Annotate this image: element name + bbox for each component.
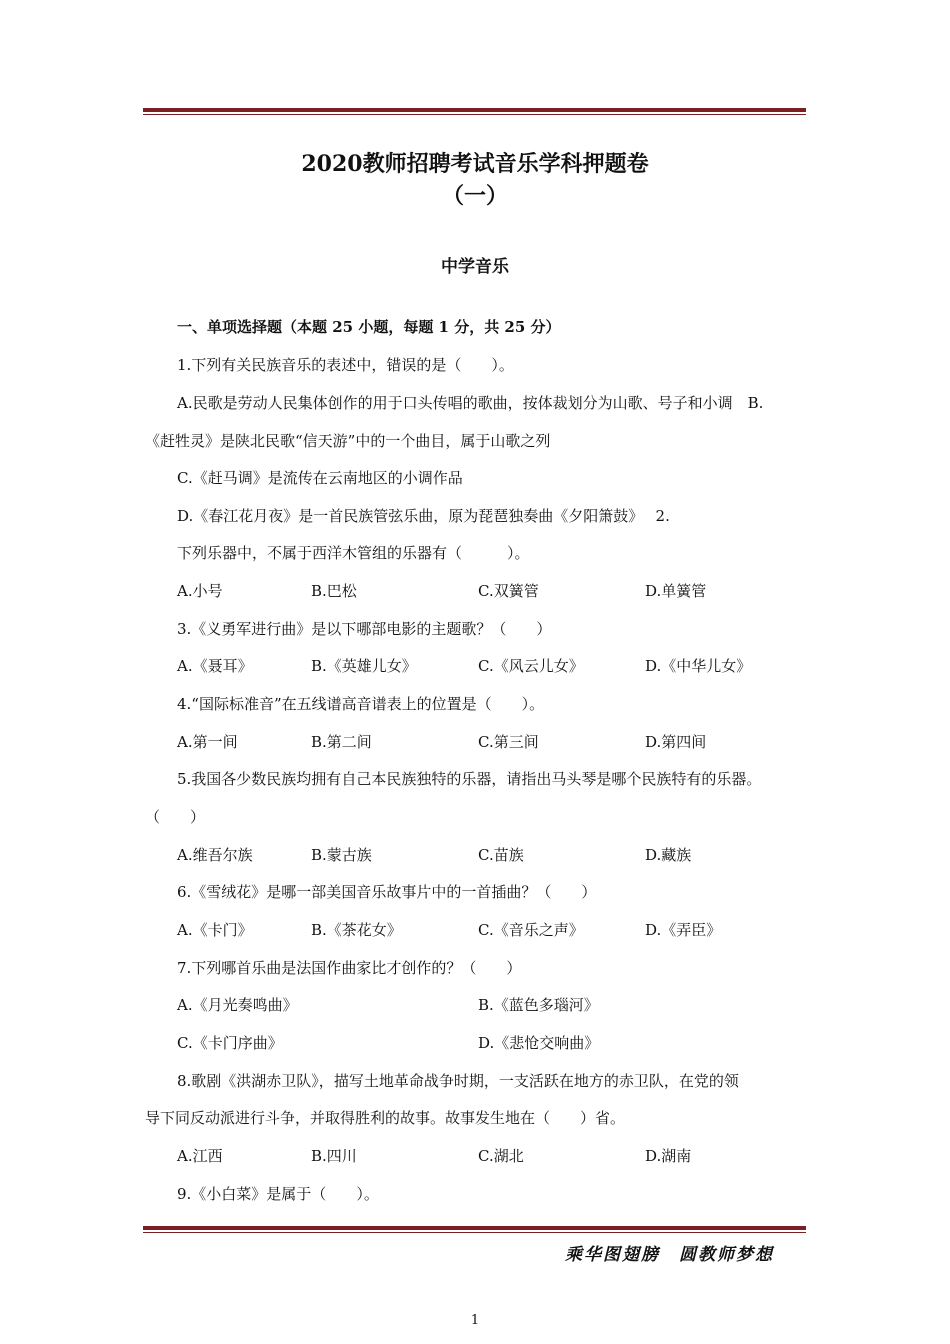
q7-option-a: A.《月光奏鸣曲》 — [177, 996, 298, 1014]
question-8: 8.歌剧《洪湖赤卫队》，描写土地革命战争时期，一支活跃在地方的赤卫队，在党的领 — [177, 1072, 739, 1090]
q3-option-d: D.《中华儿女》 — [645, 657, 752, 675]
question-2: 下列乐器中，不属于西洋木管组的乐器有（ ）。 — [177, 544, 530, 562]
q7-option-d: D.《悲怆交响曲》 — [478, 1034, 600, 1052]
question-5: 5.我国各少数民族均拥有自己本民族独特的乐器，请指出马头琴是哪个民族特有的乐器。 — [177, 770, 762, 788]
page-title: 2020教师招聘考试音乐学科押题卷 — [301, 151, 649, 177]
question-6: 6.《雪绒花》是哪一部美国音乐故事片中的一首插曲？（ ） — [177, 883, 597, 901]
q1-option-d: D.《春江花月夜》是一首民族管弦乐曲，原为琵琶独奏曲《夕阳箫鼓》 2. — [177, 507, 670, 525]
q3-option-c: C.《风云儿女》 — [478, 657, 584, 675]
q2-option-b: B.巴松 — [311, 582, 357, 600]
q5-option-a: A.维吾尔族 — [177, 846, 253, 864]
question-1: 1.下列有关民族音乐的表述中，错误的是（ ）。 — [177, 356, 514, 374]
q1-option-b: 《赶牲灵》是陕北民歌“信天游”中的一个曲目，属于山歌之列 — [145, 432, 551, 450]
question-4: 4.“国际标准音”在五线谱高音谱表上的位置是（ ）。 — [177, 695, 545, 713]
q1-option-a: A.民歌是劳动人民集体创作的用于口头传唱的歌曲，按体裁划分为山歌、号子和小调 B. — [177, 394, 764, 412]
q6-option-c: C.《音乐之声》 — [478, 921, 584, 939]
q8-option-a: A.江西 — [177, 1147, 223, 1165]
question-3: 3.《义勇军进行曲》是以下哪部电影的主题歌？（ ） — [177, 620, 552, 638]
footer-motto: 乘华图翅膀 圆教师梦想 — [565, 1245, 774, 1265]
q8-option-b: B.四川 — [311, 1147, 357, 1165]
page-number: 1 — [470, 1313, 480, 1328]
q5-option-b: B.蒙古族 — [311, 846, 372, 864]
question-7: 7.下列哪首乐曲是法国作曲家比才创作的？（ ） — [177, 959, 522, 977]
question-8-cont: 导下同反动派进行斗争，并取得胜利的故事。故事发生地在（ ）省。 — [145, 1109, 626, 1127]
question-5-blank: （ ） — [145, 808, 206, 826]
q2-option-c: C.双簧管 — [478, 582, 539, 600]
part-heading: 一、单项选择题（本题 25 小题，每题 1 分，共 25 分） — [177, 318, 561, 336]
q4-option-a: A.第一间 — [177, 733, 238, 751]
q4-option-b: B.第二间 — [311, 733, 372, 751]
q2-option-a: A.小号 — [177, 582, 223, 600]
q3-option-b: B.《英雄儿女》 — [311, 657, 417, 675]
q4-option-d: D.第四间 — [645, 733, 707, 751]
q7-option-c: C.《卡门序曲》 — [177, 1034, 283, 1052]
header-rule — [143, 108, 806, 115]
question-9: 9.《小白菜》是属于（ ）。 — [177, 1185, 379, 1203]
q7-option-b: B.《蓝色多瑙河》 — [478, 996, 599, 1014]
q1-option-c: C.《赶马调》是流传在云南地区的小调作品 — [177, 469, 463, 487]
page-subtitle: （一） — [441, 183, 508, 209]
section-title: 中学音乐 — [441, 257, 509, 277]
q8-option-d: D.湖南 — [645, 1147, 692, 1165]
q2-option-d: D.单簧管 — [645, 582, 707, 600]
q6-option-b: B.《茶花女》 — [311, 921, 402, 939]
q3-option-a: A.《聂耳》 — [177, 657, 253, 675]
q6-option-d: D.《弄臣》 — [645, 921, 722, 939]
footer-rule — [143, 1226, 806, 1233]
q8-option-c: C.湖北 — [478, 1147, 524, 1165]
q6-option-a: A.《卡门》 — [177, 921, 253, 939]
q5-option-d: D.藏族 — [645, 846, 692, 864]
q5-option-c: C.苗族 — [478, 846, 524, 864]
q4-option-c: C.第三间 — [478, 733, 539, 751]
